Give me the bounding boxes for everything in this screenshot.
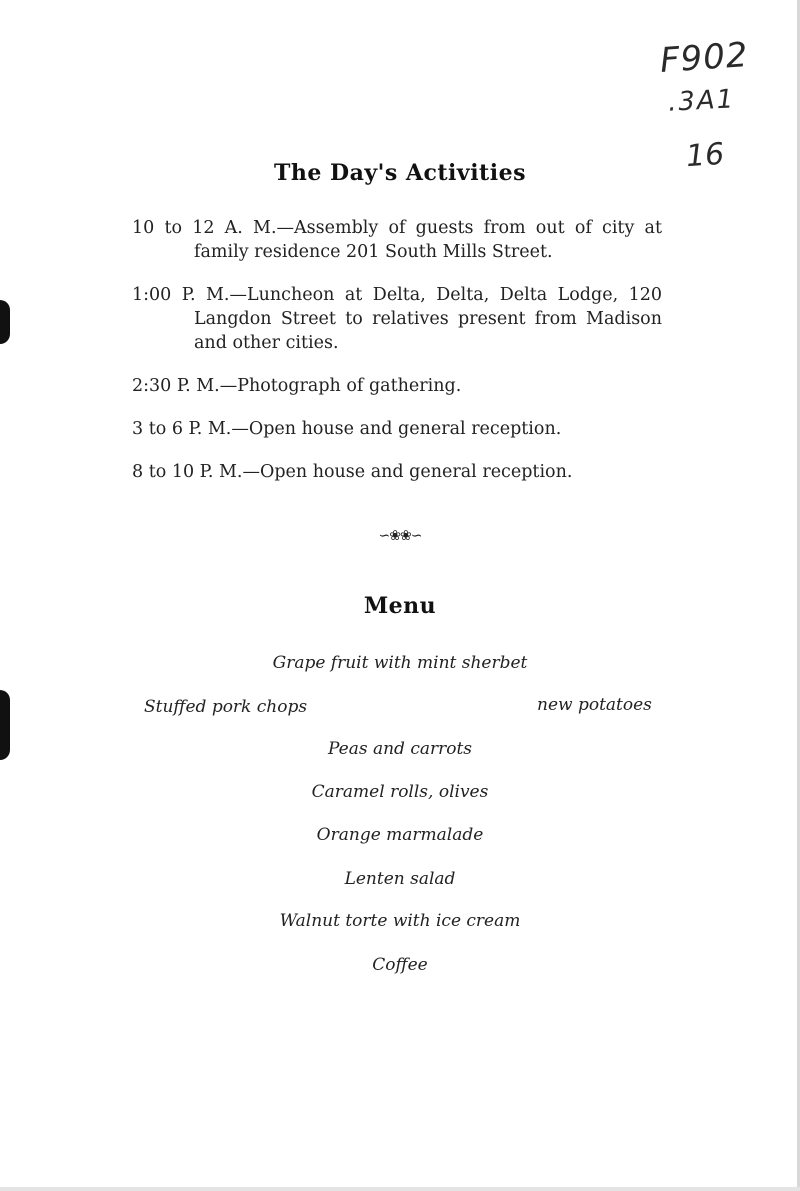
activity-item: 1:00 P. M.—Luncheon at Delta, Delta, Delta Lodge, 120 Langdon Street to relatives present from Madison and other cities.: [132, 285, 662, 353]
menu-item: Caramel rolls, olives: [311, 782, 489, 802]
activities-list: [132, 216, 662, 503]
menu-item: Coffee: [372, 955, 428, 975]
binding-mark: [0, 300, 10, 344]
binding-mark: [0, 690, 10, 760]
activity-item: 8 to 10 P. M.—Open house and general reception.: [132, 462, 573, 482]
activity-item: 3 to 6 P. M.—Open house and general reception.: [132, 419, 562, 439]
menu-item: Lenten salad: [344, 869, 456, 889]
menu-item: new potatoes: [537, 695, 652, 715]
menu-title: Menu: [363, 593, 437, 619]
activities-title: The Day's Activities: [274, 160, 526, 186]
ornament-divider: ∽❀❀∽: [378, 528, 422, 544]
handwritten-annotation: 16: [684, 136, 726, 175]
activity-item: 2:30 P. M.—Photograph of gathering.: [132, 376, 462, 396]
handwritten-annotation: .3A1: [667, 84, 736, 118]
menu-item: Grape fruit with mint sherbet: [272, 653, 528, 673]
handwritten-annotation: F902: [658, 34, 750, 82]
menu-item: Stuffed pork chops: [144, 697, 308, 717]
menu-item: Walnut torte with ice cream: [279, 911, 521, 931]
page-edge: [0, 1187, 800, 1191]
activity-item: 10 to 12 A. M.—Assembly of guests from out of city at family residence 201 South Mills Street.: [132, 218, 662, 262]
menu-item: Peas and carrots: [327, 739, 473, 759]
menu-item: Orange marmalade: [316, 825, 484, 845]
